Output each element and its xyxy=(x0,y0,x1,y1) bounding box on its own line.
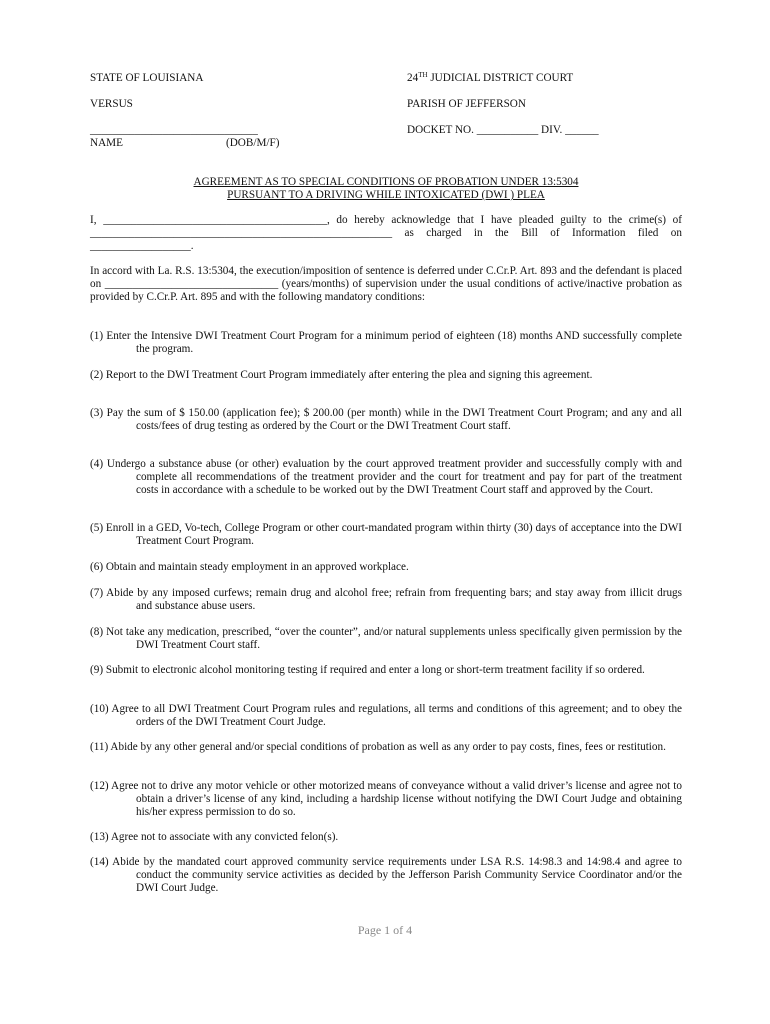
document-title-line-1: AGREEMENT AS TO SPECIAL CONDITIONS OF PROBATION UNDER 13:5304 xyxy=(193,176,579,188)
court-suffix: TH xyxy=(418,71,428,79)
condition-item-10: (10) Agree to all DWI Treatment Court Program rules and regulations, all terms and conditions of this agreement; and to obey the orders of the DWI Treatment Court Judge. xyxy=(90,703,682,728)
condition-item-14: (14) Abide by the mandated court approved community service requirements under LSA R.S. 14:98.3 and 14:98.4 and agree to conduct the community service activities as decided by the Jefferson Parish Community Service Coordinator and/or the DWI Court Judge. xyxy=(90,856,682,894)
condition-item-3: (3) Pay the sum of $ 150.00 (application fee); $ 200.00 (per month) while in the DWI Treatment Court Program; and any and all costs/fees of drug testing as ordered by the Court or the DWI Treatment Court staff. xyxy=(90,407,682,432)
dob-label: (DOB/M/F) xyxy=(226,137,280,149)
condition-item-11: (11) Abide by any other general and/or special conditions of probation as well as any order to pay costs, fines, fees or restitution. xyxy=(90,741,666,753)
condition-item-12: (12) Agree not to drive any motor vehicle or other motorized means of conveyance without a valid driver’s license and agree not to obtain a driver’s license of any kind, including a hardship license without notifying the DWI Court Judge and obtaining his/her express permission to do so. xyxy=(90,780,682,818)
condition-item-6: (6) Obtain and maintain steady employment in an approved workplace. xyxy=(90,561,409,573)
condition-item-8: (8) Not take any medication, prescribed, “over the counter”, and/or natural supplements unless specifically given permission by the DWI Treatment Court staff. xyxy=(90,626,682,651)
condition-item-13: (13) Agree not to associate with any convicted felon(s). xyxy=(90,831,339,843)
state-caption: STATE OF LOUISIANA xyxy=(90,72,204,84)
condition-item-5: (5) Enroll in a GED, Vo-tech, College Program or other court-mandated program within thirty (30) days of acceptance into the DWI Treatment Court Program. xyxy=(90,522,682,547)
versus-caption: VERSUS xyxy=(90,98,133,110)
court-name: JUDICIAL DISTRICT COURT xyxy=(427,72,574,84)
docket-caption: DOCKET NO. ___________ DIV. ______ xyxy=(407,124,599,136)
condition-item-1: (1) Enter the Intensive DWI Treatment Court Program for a minimum period of eighteen (18) months AND successfully complete the program. xyxy=(90,330,682,355)
condition-item-2: (2) Report to the DWI Treatment Court Program immediately after entering the plea and signing this agreement. xyxy=(90,369,593,381)
parish-caption: PARISH OF JEFFERSON xyxy=(407,98,526,110)
condition-item-9: (9) Submit to electronic alcohol monitoring testing if required and enter a long or short-term treatment facility if so ordered. xyxy=(90,664,645,676)
document-title-line-2: PURSUANT TO A DRIVING WHILE INTOXICATED (DWI ) PLEA xyxy=(227,189,545,201)
court-number: 24 xyxy=(407,72,419,84)
intro-paragraph: I, ________________________________________, do hereby acknowledge that I have pleaded guilty to the crime(s) of ______________________________________________________ as charged in the Bill of Information filed on __________________. xyxy=(90,214,682,252)
name-blank-line: ______________________________ xyxy=(90,124,258,136)
condition-item-4: (4) Undergo a substance abuse (or other) evaluation by the court approved treatment provider and successfully comply with and complete all recommendations of the treatment provider and the court for treatment and pay for part of the treatment costs in accordance with a schedule to be worked out by the DWI Treatment Court staff and approved by the Court. xyxy=(90,458,682,496)
name-label: NAME xyxy=(90,137,123,149)
condition-item-7: (7) Abide by any imposed curfews; remain drug and alcohol free; refrain from frequenting bars; and stay away from illicit drugs and substance abuse users. xyxy=(90,587,682,612)
court-caption xyxy=(407,72,573,85)
accord-paragraph: In accord with La. R.S. 13:5304, the execution/imposition of sentence is deferred under C.Cr.P. Art. 893 and the defendant is placed on _______________________________ (years/months) of supervision under the usual conditions of active/inactive probation as provided by C.Cr.P. Art. 895 and with the following mandatory conditions: xyxy=(90,265,682,303)
page-number: Page 1 of 4 xyxy=(357,923,413,937)
